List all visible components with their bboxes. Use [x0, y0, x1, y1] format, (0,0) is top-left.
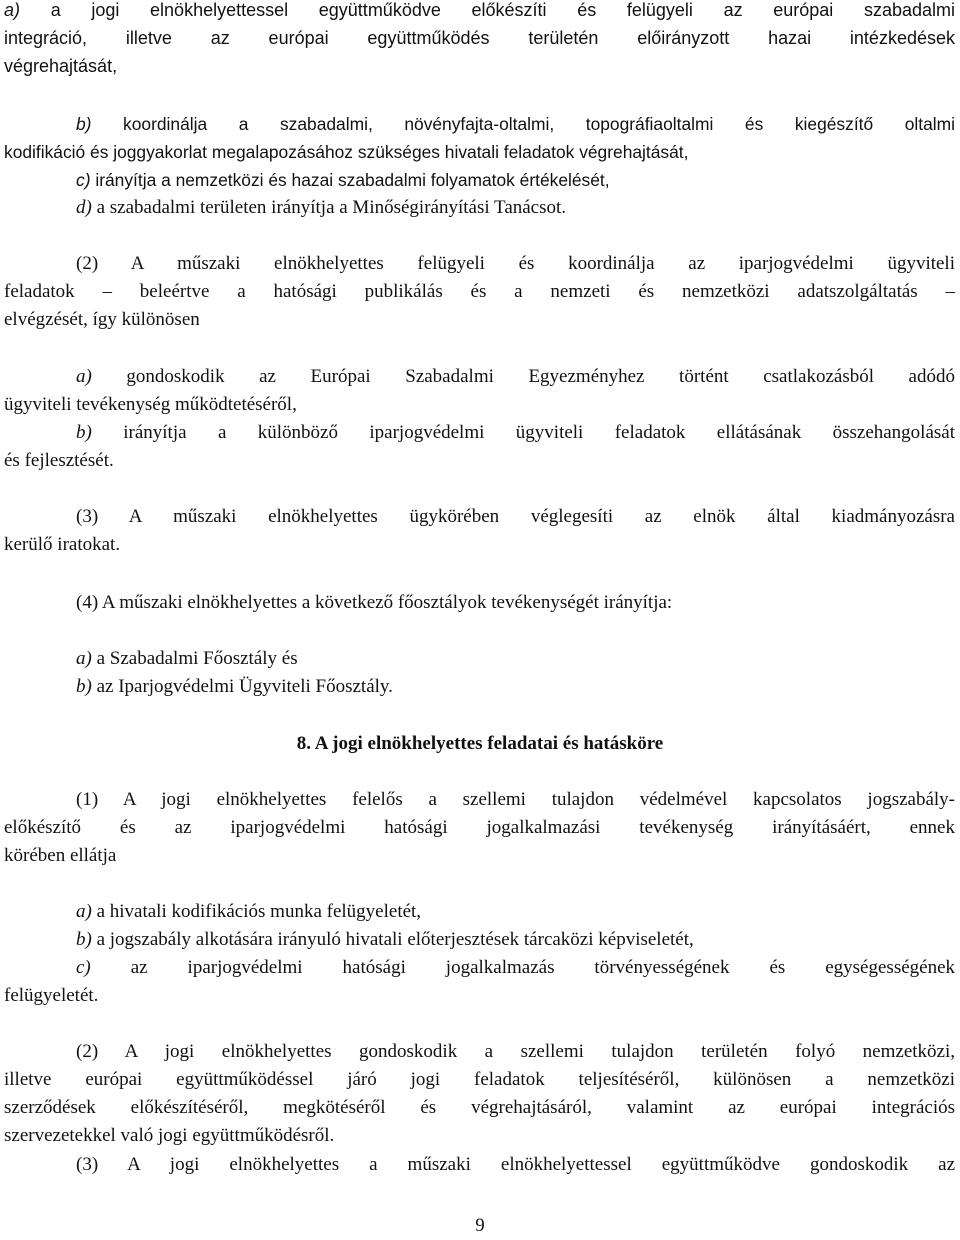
s8p1-item-b-label: b): [76, 929, 92, 950]
p4-item-a-label: a): [76, 648, 92, 669]
p2-line-3: elvégzését, így különösen: [4, 309, 200, 330]
item-c-label: c): [76, 170, 91, 190]
paragraph-2: [4, 250, 955, 334]
p2-item-a-line-1: a) gondoskodik az Európai Szabadalmi Egyezményhez történt csatlakozásból adódó: [76, 366, 955, 387]
top-list-b: [4, 110, 955, 222]
s8p1-item-c-line-2: felügyeletét.: [4, 985, 99, 1006]
item-a-line-2: integráció, illetve az európai együttműködés területén előirányzott hazai intézkedések: [4, 28, 955, 48]
item-a-label: a): [4, 0, 21, 20]
item-c-line: c) irányítja a nemzetközi és hazai szabadalmi folyamatok értékelését,: [76, 170, 610, 190]
s8p2-line-1: (2) A jogi elnökhelyettes gondoskodik a szellemi tulajdon területén folyó nemzetközi,: [76, 1041, 955, 1062]
p2-item-b-line-2: és fejlesztését.: [4, 450, 114, 471]
top-list: [4, 0, 955, 80]
item-b-label: b): [76, 114, 92, 134]
paragraph-4-list: [4, 645, 955, 701]
p4-item-b-label: b): [76, 676, 92, 697]
s8p2-line-4: szervezetekkel való jogi együttműködésről.: [4, 1125, 335, 1146]
s8p2-line-3: szerződések előkészítéséről, megkötéséről és végrehajtásáról, valamint az európai integrációs: [4, 1097, 955, 1118]
paragraph-4: [4, 589, 955, 617]
p2-item-b-line-1: b) irányítja a különböző iparjogvédelmi ügyviteli feladatok ellátásának összehangolását: [76, 422, 956, 443]
page-number: 9: [475, 1215, 485, 1236]
s8p1-item-a-label: a): [76, 901, 92, 922]
s8p3-line-1: (3) A jogi elnökhelyettes a műszaki elnökhelyettessel együttműködve gondoskodik az: [76, 1154, 955, 1175]
item-a-line-1: a) a jogi elnökhelyettessel együttműködve előkészíti és felügyeli az európai szabadalmi: [4, 0, 955, 20]
p2-item-a-label: a): [76, 366, 92, 387]
s8p1-line-2: előkészítő és az iparjogvédelmi hatósági jogalkalmazási tevékenység irányításáért, ennek: [4, 817, 955, 838]
s8p1-line-1: (1) A jogi elnökhelyettes felelős a szellemi tulajdon védelmével kapcsolatos jogszabály-: [76, 789, 955, 810]
s8p1-item-b: b) a jogszabály alkotására irányuló hivatali előterjesztések tárcaközi képviseletét,: [76, 929, 694, 950]
section-heading: 8. A jogi elnökhelyettes feladatai és hatásköre: [296, 733, 664, 754]
s8p2-line-2: illetve európai együttműködéssel járó jogi feladatok teljesítéséről, különösen a nemzetközi: [4, 1069, 955, 1090]
s8p1-line-3: körében ellátja: [4, 845, 117, 866]
p2-item-b-label: b): [76, 422, 92, 443]
s8p1-item-a: a) a hivatali kodifikációs munka felügyeletét,: [76, 901, 422, 922]
item-b-line-2: kodifikáció és joggyakorlat megalapozásához szükséges hivatali feladatok végrehajtását,: [4, 142, 689, 162]
p2-item-a-line-2: ügyviteli tevékenység működtetéséről,: [4, 394, 297, 415]
p2-line-2: feladatok – beleértve a hatósági publikálás és a nemzeti és nemzetközi adatszolgáltatás –: [4, 281, 955, 302]
item-b-line-1: b) koordinálja a szabadalmi, növényfajta-oltalmi, topográfiaoltalmi és kiegészítő oltalmi: [76, 114, 955, 134]
s8-paragraph-3: [4, 1151, 955, 1179]
paragraph-2-list: [4, 363, 955, 475]
p3-line-2: kerülő iratokat.: [4, 534, 121, 555]
paragraph-3: [4, 503, 955, 559]
item-d-line: d) a szabadalmi területen irányítja a Minőségirányítási Tanácsot.: [76, 197, 567, 218]
s8p1-item-c-label: c): [76, 957, 91, 978]
p4-item-a: a) a Szabadalmi Főosztály és: [76, 648, 298, 669]
p3-line-1: (3) A műszaki elnökhelyettes ügykörében véglegesíti az elnök által kiadmányozásra: [76, 506, 955, 527]
p4-item-b: b) az Iparjogvédelmi Ügyviteli Főosztály.: [76, 676, 393, 697]
s8-paragraph-2: [4, 1038, 955, 1150]
s8p1-item-c-line-1: c) az iparjogvédelmi hatósági jogalkalmazás törvényességének és egységességének: [76, 957, 956, 978]
item-a-line-3: végrehajtását,: [4, 56, 118, 76]
p4-line-1: (4) A műszaki elnökhelyettes a következő főosztályok tevékenységét irányítja:: [76, 592, 673, 613]
p2-line-1: (2) A műszaki elnökhelyettes felügyeli és koordinálja az iparjogvédelmi ügyviteli: [76, 253, 955, 274]
s8-paragraph-1: [4, 786, 955, 870]
s8-paragraph-1-list: [4, 898, 955, 1010]
item-d-label: d): [76, 197, 92, 218]
